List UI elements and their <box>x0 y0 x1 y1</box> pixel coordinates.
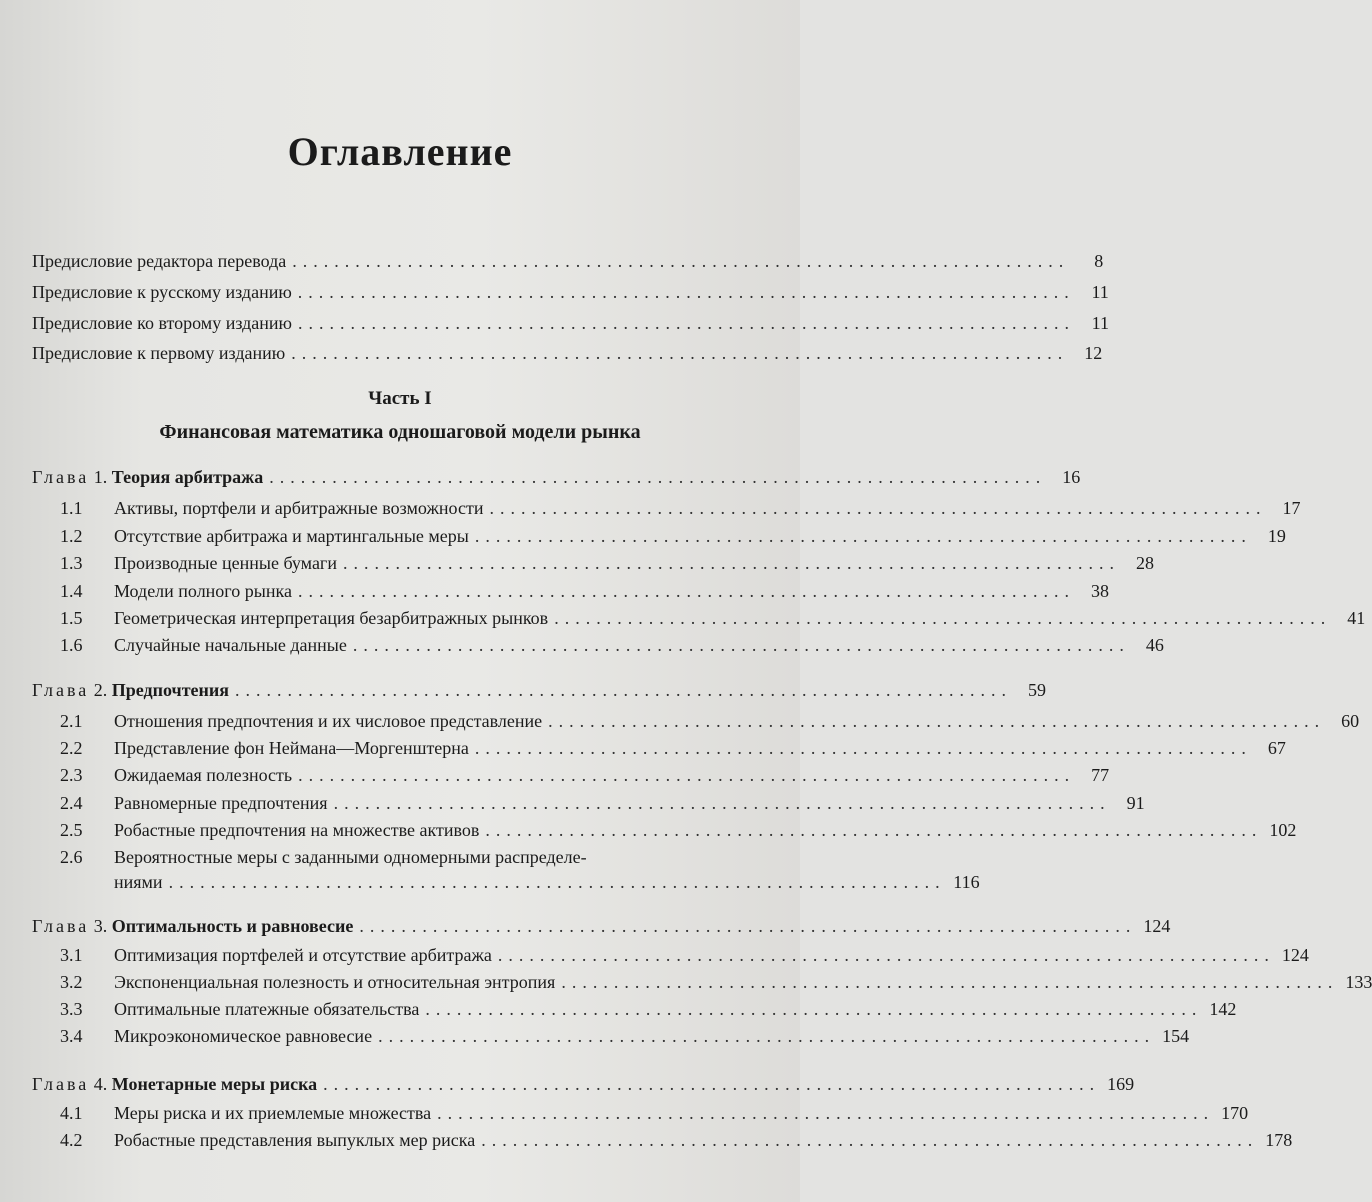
section-number: 2.1 <box>60 711 83 731</box>
section-title: Робастные предпочтения на множестве активов <box>114 820 480 840</box>
entry-page: 11 <box>1091 313 1109 333</box>
entry-page: 77 <box>1091 765 1110 785</box>
entry-page: 124 <box>1281 945 1309 965</box>
leader-dots: .......................................................................... <box>291 343 1069 363</box>
section-title: Отношения предпочтения и их числовое представление <box>114 711 543 731</box>
toc-entry-section-continuation <box>114 871 980 893</box>
entry-page: 124 <box>1143 916 1171 936</box>
toc-entry-section-first-line <box>60 846 587 868</box>
entry-page: 59 <box>1028 680 1047 700</box>
section-title: Микроэкономическое равновесие <box>114 1026 373 1046</box>
toc-entry-section <box>60 998 1237 1020</box>
toc-entry-section <box>60 792 1145 814</box>
leader-dots: .......................................................................... <box>323 1074 1101 1094</box>
section-title-continuation: ниями <box>114 872 163 892</box>
entry-page: 28 <box>1135 553 1154 573</box>
chapter-title: Теория арбитража <box>111 467 264 487</box>
section-number: 3.3 <box>60 999 83 1019</box>
chapter-number: 3. <box>93 916 108 936</box>
section-title: Экспоненциальная полезность и относительная энтропия <box>114 972 556 992</box>
toc-entry-section <box>60 1102 1249 1124</box>
leader-dots: .......................................................................... <box>333 793 1111 813</box>
toc-entry-preface <box>32 312 1109 334</box>
entry-page: 8 <box>1094 251 1104 271</box>
toc-entry-section <box>60 1025 1190 1047</box>
leader-dots: .......................................................................... <box>292 251 1070 271</box>
entry-page: 178 <box>1265 1130 1293 1150</box>
leader-dots: .......................................................................... <box>297 581 1075 601</box>
toc-entry-section <box>60 497 1301 519</box>
toc-entry-preface <box>32 281 1109 303</box>
entry-page: 169 <box>1107 1074 1135 1094</box>
toc-entry-preface <box>32 250 1104 272</box>
entry-page: 12 <box>1084 343 1103 363</box>
section-number: 2.5 <box>60 820 83 840</box>
chapter-prefix: Глава <box>32 1074 90 1094</box>
leader-dots: .......................................................................... <box>489 498 1267 518</box>
leader-dots: .......................................................................... <box>352 635 1130 655</box>
section-number: 2.4 <box>60 793 83 813</box>
leader-dots: .......................................................................... <box>561 972 1339 992</box>
section-number: 2.6 <box>60 847 83 867</box>
entry-title: Предисловие ко второму изданию <box>32 313 292 333</box>
section-number: 3.4 <box>60 1026 83 1046</box>
entry-title: Предисловие к первому изданию <box>32 343 286 363</box>
section-title: Представление фон Неймана—Моргенштерна <box>114 738 469 758</box>
leader-dots: .......................................................................... <box>378 1026 1156 1046</box>
leader-dots: .......................................................................... <box>425 999 1203 1019</box>
page-title: Оглавление <box>287 129 513 174</box>
entry-page: 133 <box>1345 972 1372 992</box>
toc-entry-chapter <box>32 1073 1135 1095</box>
entry-page: 46 <box>1145 635 1164 655</box>
section-title: Оптимизация портфелей и отсутствие арбитража <box>114 945 492 965</box>
section-number: 1.6 <box>60 635 83 655</box>
section-title: Производные ценные бумаги <box>114 553 337 573</box>
entry-page: 154 <box>1162 1026 1190 1046</box>
toc-entry-section <box>60 580 1109 602</box>
entry-page: 60 <box>1341 711 1360 731</box>
entry-page: 91 <box>1126 793 1145 813</box>
chapter-prefix: Глава <box>32 467 90 487</box>
section-number: 1.2 <box>60 526 83 546</box>
toc-entry-section <box>60 971 1372 993</box>
toc-entry-section <box>60 552 1154 574</box>
toc-entry-section <box>60 710 1360 732</box>
entry-page: 170 <box>1221 1103 1249 1123</box>
toc-entry-chapter <box>32 466 1081 488</box>
chapter-number: 4. <box>93 1074 108 1094</box>
leader-dots: .......................................................................... <box>298 765 1076 785</box>
part-label: Часть I <box>368 388 432 409</box>
leader-dots: .......................................................................... <box>485 820 1263 840</box>
section-title: Вероятностные меры с заданными одномерными распределе- <box>114 847 587 867</box>
section-title: Геометрическая интерпретация безарбитражных рынков <box>114 608 549 628</box>
toc-entry-section <box>60 525 1286 547</box>
entry-page: 17 <box>1282 498 1301 518</box>
entry-page: 142 <box>1209 999 1237 1019</box>
leader-dots: .......................................................................... <box>481 1130 1259 1150</box>
leader-dots: .......................................................................... <box>235 680 1013 700</box>
entry-page: 116 <box>953 872 980 892</box>
leader-dots: .......................................................................... <box>359 916 1137 936</box>
part-title: Финансовая математика одношаговой модели рынка <box>159 421 641 443</box>
chapter-number: 2. <box>93 680 108 700</box>
section-number: 2.2 <box>60 738 83 758</box>
leader-dots: .......................................................................... <box>474 526 1252 546</box>
toc-entry-chapter <box>32 915 1171 937</box>
entry-page: 41 <box>1347 608 1366 628</box>
entry-page: 67 <box>1267 738 1286 758</box>
section-number: 4.1 <box>60 1103 83 1123</box>
toc-entry-chapter <box>32 679 1047 701</box>
section-title: Робастные представления выпуклых мер риска <box>114 1130 476 1150</box>
leader-dots: .......................................................................... <box>437 1103 1215 1123</box>
chapter-number: 1. <box>93 467 108 487</box>
chapter-title: Предпочтения <box>111 680 230 700</box>
leader-dots: .......................................................................... <box>269 467 1047 487</box>
toc-entry-section <box>60 634 1164 656</box>
section-title: Ожидаемая полезность <box>114 765 293 785</box>
toc-entry-section <box>60 1129 1293 1151</box>
chapter-title: Оптимальность и равновесие <box>111 916 354 936</box>
entry-page: 19 <box>1267 526 1286 546</box>
entry-page: 16 <box>1062 467 1081 487</box>
section-number: 1.1 <box>60 498 83 518</box>
section-number: 2.3 <box>60 765 83 785</box>
leader-dots: .......................................................................... <box>554 608 1332 628</box>
chapter-title: Монетарные меры риска <box>111 1074 318 1094</box>
leader-dots: .......................................................................... <box>297 282 1075 302</box>
section-number: 3.1 <box>60 945 83 965</box>
toc-entry-section <box>60 944 1309 966</box>
leader-dots: .......................................................................... <box>497 945 1275 965</box>
leader-dots: .......................................................................... <box>474 738 1252 758</box>
section-number: 1.4 <box>60 581 83 601</box>
leader-dots: .......................................................................... <box>548 711 1326 731</box>
leader-dots: .......................................................................... <box>168 872 946 892</box>
section-title: Активы, портфели и арбитражные возможности <box>114 498 484 518</box>
toc-entry-section <box>60 819 1297 841</box>
entry-title: Предисловие редактора перевода <box>32 251 287 271</box>
section-title: Случайные начальные данные <box>114 635 347 655</box>
leader-dots: .......................................................................... <box>342 553 1120 573</box>
toc-entry-section <box>60 737 1286 759</box>
entry-page: 38 <box>1090 581 1109 601</box>
section-title: Равномерные предпочтения <box>114 793 328 813</box>
toc-entry-section <box>60 764 1110 786</box>
toc-entry-preface <box>32 342 1103 364</box>
section-title: Отсутствие арбитража и мартингальные меры <box>114 526 469 546</box>
section-title: Оптимальные платежные обязательства <box>114 999 420 1019</box>
section-number: 1.5 <box>60 608 83 628</box>
entry-page: 11 <box>1091 282 1109 302</box>
leader-dots: .......................................................................... <box>297 313 1075 333</box>
chapter-prefix: Глава <box>32 680 90 700</box>
section-title: Модели полного рынка <box>114 581 292 601</box>
section-number: 3.2 <box>60 972 83 992</box>
section-number: 1.3 <box>60 553 83 573</box>
chapter-prefix: Глава <box>32 916 90 936</box>
toc-entry-section <box>60 607 1366 629</box>
section-number: 4.2 <box>60 1130 83 1150</box>
section-title: Меры риска и их приемлемые множества <box>114 1103 432 1123</box>
entry-title: Предисловие к русскому изданию <box>32 282 292 302</box>
entry-page: 102 <box>1269 820 1297 840</box>
